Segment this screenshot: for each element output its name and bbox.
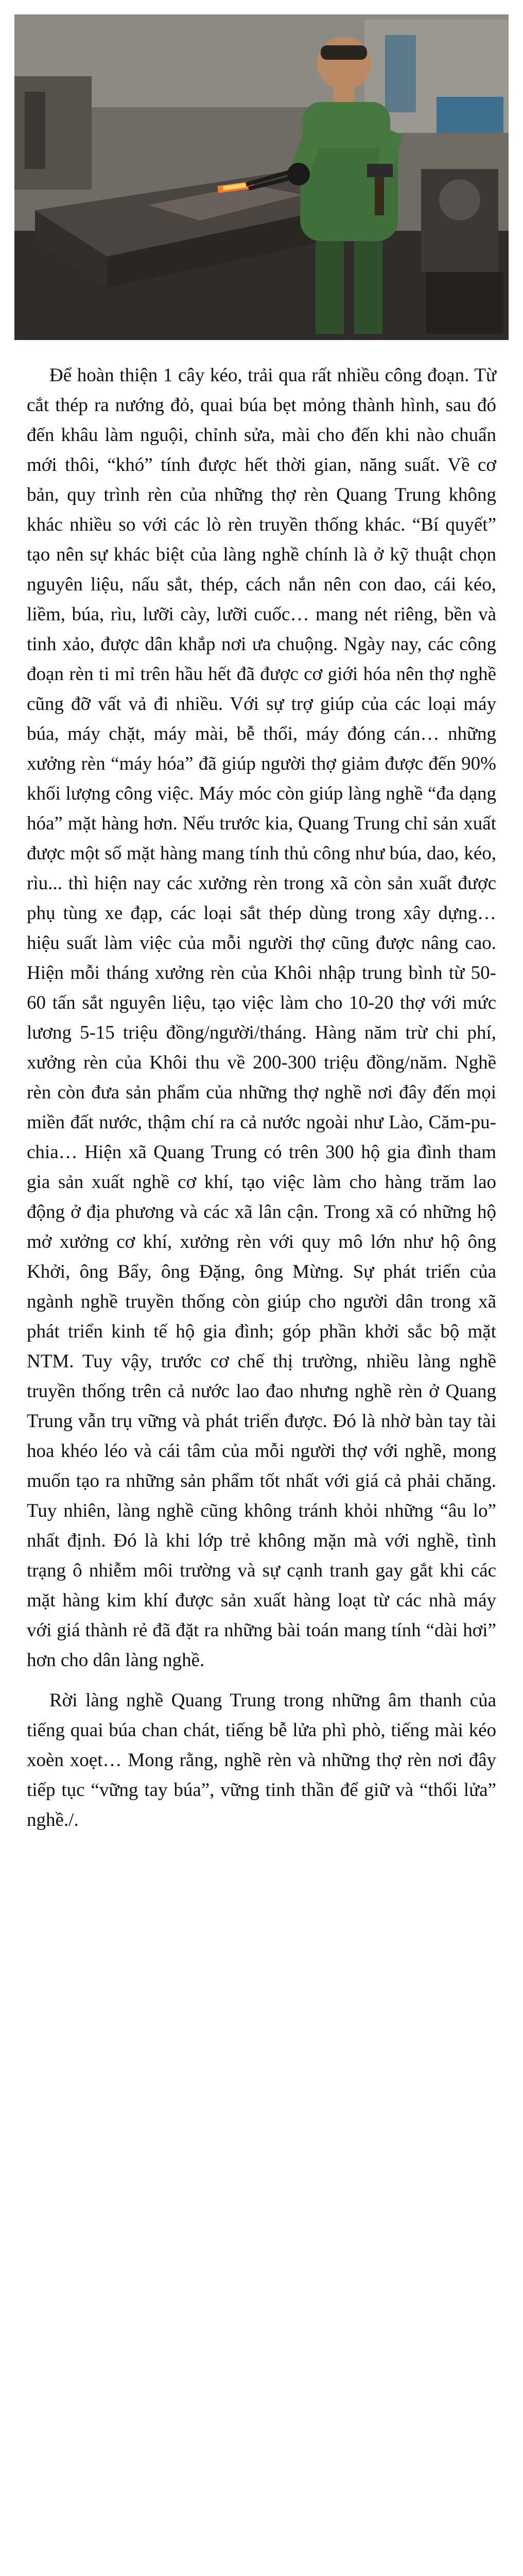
hero-photo (14, 14, 509, 340)
article-body (27, 361, 496, 1835)
article-paragraph-1: Để hoàn thiện 1 cây kéo, trải qua rất nhiều công đoạn. Từ cắt thép ra nướng đỏ, quai búa bẹt mỏng thành hình, sau đó đến khâu làm nguội, chỉnh sửa, mài cho đến khi nào chuẩn mới thôi, “khó” tính được hết thời gian, năng suất. Về cơ bản, quy trình rèn của những thợ rèn Quang Trung không khác nhiều so với các lò rèn truyền thống khác. “Bí quyết” tạo nên sự khác biệt của làng nghề chính là ở kỹ thuật chọn nguyên liệu, nấu sắt, thép, cách nắn nên con dao, cái kéo, liềm, búa, rìu, lưỡi cày, lưỡi cuốc… mang nét riêng, bền và tinh xảo, được dân khắp nơi ưa chuộng. Ngày nay, các công đoạn rèn ti mỉ trên hầu hết đã được cơ giới hóa nên thợ nghề cũng đỡ vất vả đi nhiều. Với sự trợ giúp của các loại máy búa, máy chặt, máy mài, bễ thổi, máy đóng cán… những xưởng rèn “máy hóa” đã giúp người thợ giảm được đến 90% khối lượng công việc. Máy móc còn giúp làng nghề “đa dạng hóa” mặt hàng hơn. Nếu trước kia, Quang Trung chỉ sản xuất được một số mặt hàng mang tính thủ công như búa, dao, kéo, rìu... thì hiện nay các xưởng rèn trong xã còn sản xuất được phụ tùng xe đạp, các loại sắt thép dùng trong xây dựng… hiệu suất làm việc của mỗi người thợ cũng được nâng cao. Hiện mỗi tháng xưởng rèn của Khôi nhập trung bình từ 50-60 tấn sắt nguyên liệu, tạo việc làm cho 10-20 thợ với mức lương 5-15 triệu đồng/người/tháng. Hàng năm trừ chi phí, xưởng rèn của Khôi thu về 200-300 triệu đồng/năm. Nghề rèn còn đưa sản phẩm của những thợ nghề nơi đây đến mọi miền đất nước, thậm chí ra cả nước ngoài như Lào, Căm-pu-chia… Hiện xã Quang Trung có trên 300 hộ gia đình tham gia sản xuất nghề cơ khí, tạo việc làm cho hàng trăm lao động ở địa phương và các xã lân cận. Trong xã có những hộ mở xưởng cơ khí, xưởng rèn với quy mô lớn như hộ ông Khởi, ông Bẩy, ông Đặng, ông Mừng. Sự phát triển của ngành nghề truyền thống còn giúp cho người dân trong xã phát triển kinh tế hộ gia đình; góp phần khởi sắc bộ mặt NTM. Tuy vậy, trước cơ chế thị trường, nhiều làng nghề truyền thống trên cả nước lao đao nhưng nghề rèn ở Quang Trung vẫn trụ vững và phát triển được. Đó là nhờ bàn tay tài hoa khéo léo và cái tâm của mỗi người thợ với nghề, mong muốn tạo ra những sản phẩm tốt nhất với giá cả phải chăng. Tuy nhiên, làng nghề cũng không tránh khỏi những “âu lo” nhất định. Đó là khi lớp trẻ không mặn mà với nghề, tình trạng ô nhiễm môi trường và sự cạnh tranh gay gắt khi các mặt hàng kim khí được sản xuất hàng loạt từ các nhà máy với giá thành rẻ đã đặt ra những bài toán mang tính “dài hơi” hơn cho dân làng nghề. (27, 365, 496, 1671)
blacksmith-illustration (14, 14, 509, 340)
article-paragraph-2: Rời làng nghề Quang Trung trong những âm thanh của tiếng quai búa chan chát, tiếng bễ lửa phì phò, tiếng mài kéo xoèn xoẹt… Mong rằng, nghề rèn và những thợ rèn nơi đây tiếp tục “vững tay búa”, vững tinh thần để giữ và “thổi lửa” nghề./. (27, 1690, 496, 1831)
